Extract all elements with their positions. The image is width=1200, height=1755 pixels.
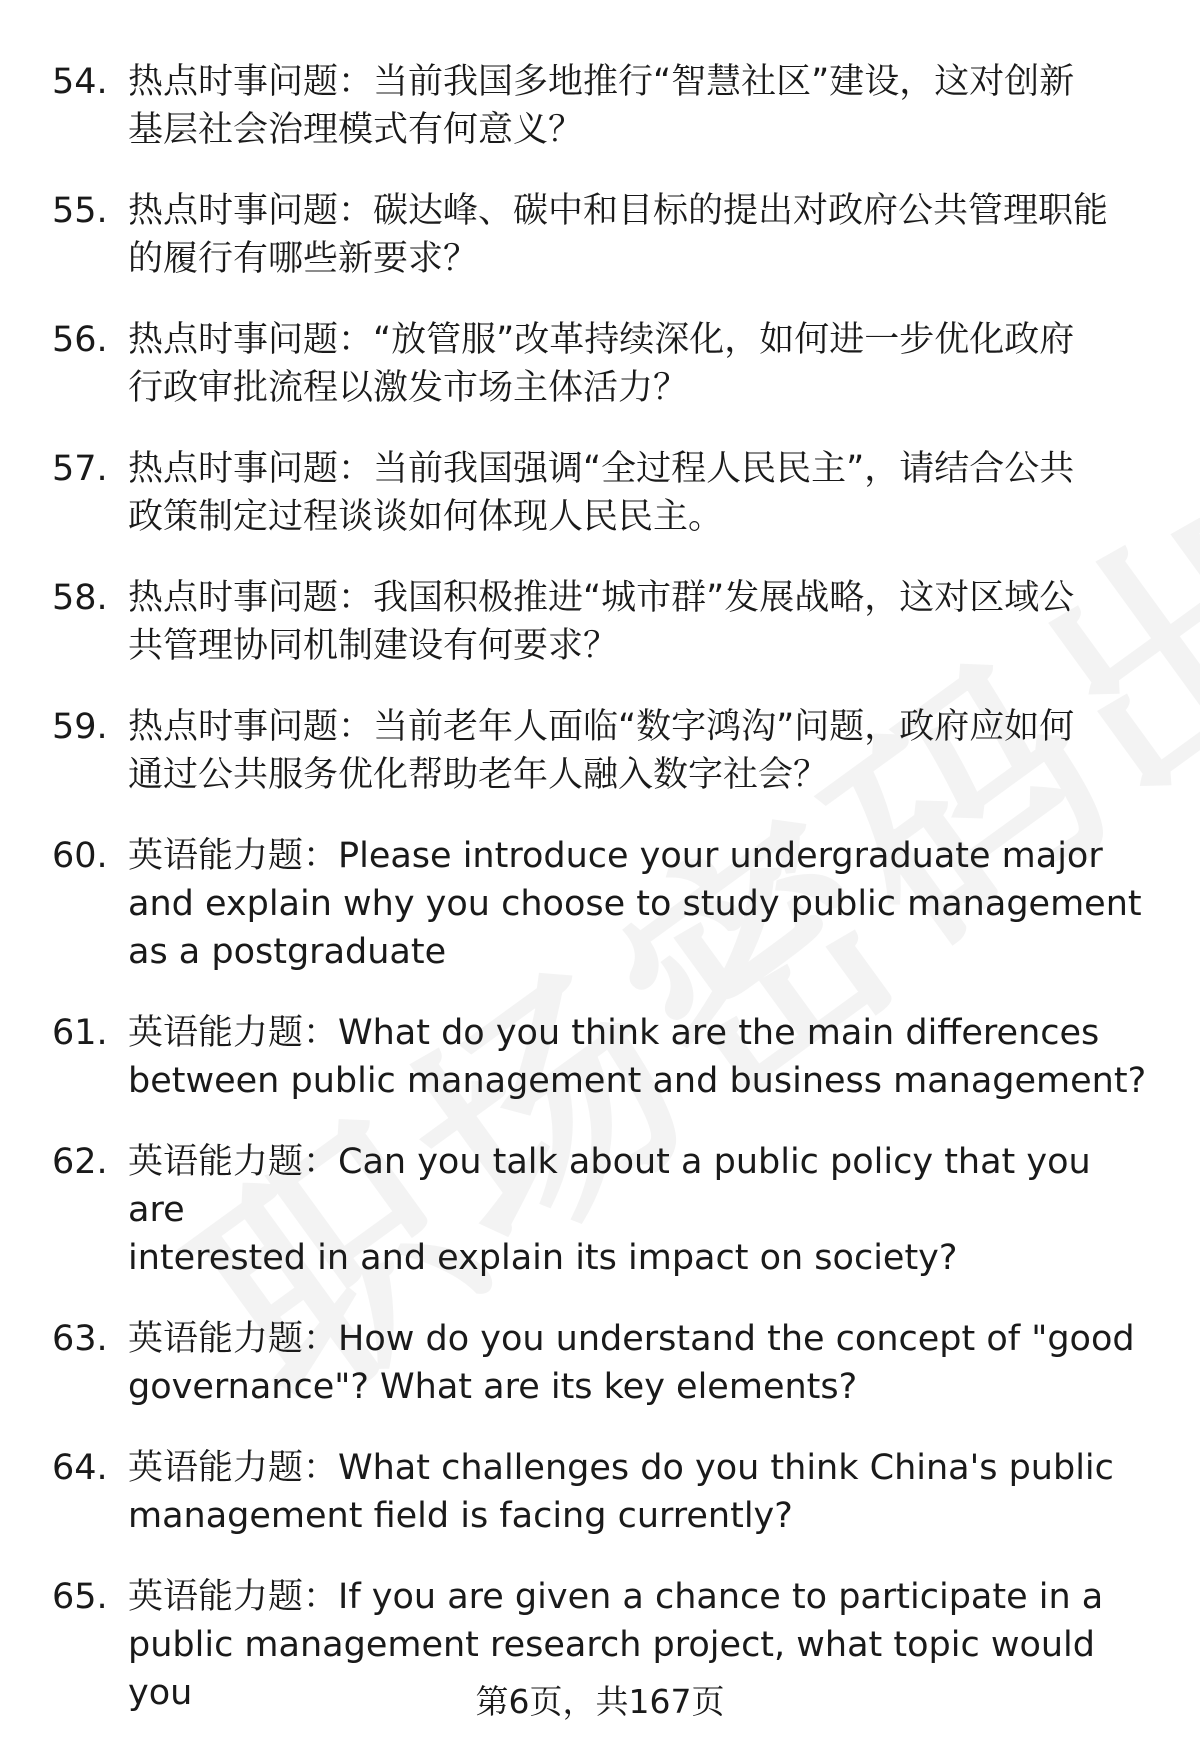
question-text: 热点时事问题：我国积极推进“城市群”发展战略，这对区域公 共管理协同机制建设有何要求？ (128, 578, 1075, 666)
question-number: 56. (52, 320, 108, 360)
question-text: 热点时事问题：当前我国强调“全过程人民民主”，请结合公共 政策制定过程谈谈如何体现人民民主。 (128, 449, 1075, 537)
question-number: 55. (52, 191, 108, 231)
question-item (0, 187, 1200, 283)
question-item (0, 58, 1200, 154)
question-text: 热点时事问题：“放管服”改革持续深化，如何进一步优化政府 行政审批流程以激发市场主体活力？ (128, 320, 1075, 408)
question-item (0, 316, 1200, 412)
question-number: 64. (52, 1448, 108, 1488)
question-text: 英语能力题：Please introduce your undergraduate major and explain why you choose to study public management as a postgraduate (128, 836, 1142, 972)
question-number: 65. (52, 1577, 108, 1617)
question-number: 61. (52, 1013, 108, 1053)
question-text: 英语能力题：What challenges do you think China's public management field is facing currently? (128, 1448, 1114, 1536)
question-number: 62. (52, 1142, 108, 1182)
question-item (0, 1009, 1200, 1105)
question-number: 58. (52, 578, 108, 618)
question-item (0, 1444, 1200, 1540)
question-text: 英语能力题：How do you understand the concept of "good governance"? What are its key elements? (128, 1319, 1135, 1407)
question-item (0, 1138, 1200, 1282)
question-item (0, 445, 1200, 541)
question-text: 英语能力题：If you are given a chance to participate in a public management research project, what topic would you (128, 1577, 1104, 1713)
question-number: 63. (52, 1319, 108, 1359)
page-footer: 第6页，共167页 (475, 1682, 725, 1721)
question-text: 英语能力题：Can you talk about a public policy that you are interested in and explain its impact on society? (128, 1142, 1091, 1278)
question-number: 57. (52, 449, 108, 489)
question-item (0, 574, 1200, 670)
question-number: 60. (52, 836, 108, 876)
question-item (0, 1315, 1200, 1411)
question-list (0, 58, 1200, 1750)
question-text: 英语能力题：What do you think are the main differences between public management and business management? (128, 1013, 1147, 1101)
question-text: 热点时事问题：当前老年人面临“数字鸿沟”问题，政府应如何 通过公共服务优化帮助老年人融入数字社会？ (128, 707, 1075, 795)
question-number: 54. (52, 62, 108, 102)
question-number: 59. (52, 707, 108, 747)
question-text: 热点时事问题：当前我国多地推行“智慧社区”建设，这对创新 基层社会治理模式有何意义？ (128, 62, 1075, 150)
question-text: 热点时事问题：碳达峰、碳中和目标的提出对政府公共管理职能 的履行有哪些新要求？ (128, 191, 1109, 279)
question-item (0, 703, 1200, 799)
question-item (0, 832, 1200, 976)
